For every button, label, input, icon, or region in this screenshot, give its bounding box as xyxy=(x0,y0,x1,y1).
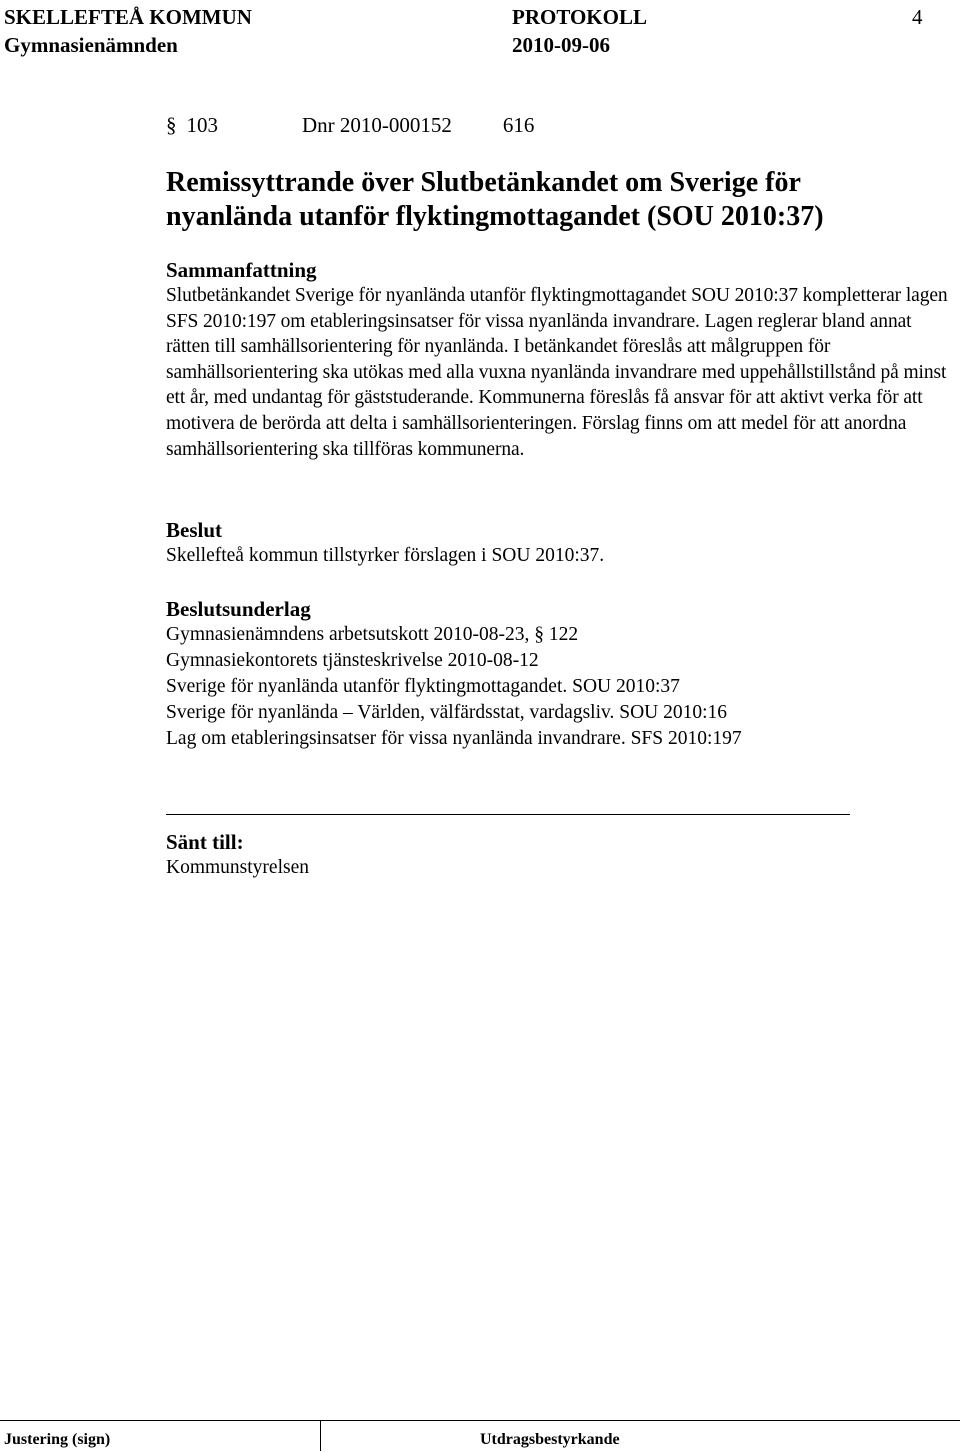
basis-item: Sverige för nyanlända utanför flyktingmottagandet. SOU 2010:37 xyxy=(166,676,680,697)
item-dnr: Dnr 2010-000152 xyxy=(302,113,452,137)
sent-to-section xyxy=(166,810,956,881)
sent-to-recipient: Kommunstyrelsen xyxy=(166,857,309,878)
decision-text: Skellefteå kommun tillstyrker förslagen i SOU 2010:37. xyxy=(166,545,605,566)
basis-item: Gymnasiekontorets tjänsteskrivelse 2010-08-12 xyxy=(166,650,539,671)
basis-section xyxy=(166,596,956,752)
item-reference-line xyxy=(166,112,534,138)
separator-line xyxy=(166,814,850,815)
item-code: 616 xyxy=(502,113,535,137)
item-number: 103 xyxy=(186,113,218,137)
header-date: 2010-09-06 xyxy=(512,33,610,57)
header-document-type: PROTOKOLL xyxy=(512,5,647,29)
basis-heading: Beslutsunderlag xyxy=(166,597,311,621)
basis-item: Gymnasienämndens arbetsutskott 2010-08-23, § 122 xyxy=(166,624,579,645)
header-organization: SKELLEFTEÅ KOMMUN xyxy=(4,5,252,29)
footer-divider xyxy=(320,1420,321,1451)
footer-extract-label: Utdragsbestyrkande xyxy=(480,1431,620,1448)
summary-text: Slutbetänkandet Sverige för nyanlända utanför flyktingmottagandet SOU 2010:37 kompletterar lagen SFS 2010:197 om etableringsinsatser för vissa nyanlända invandrare. Lagen reglerar bland annat rätten till samhällsorientering för nyanlända. I betänkandet föreslås att målgruppen för samhällsorientering ska utökas med alla vuxna nyanlända invandrare med uppehållstillstånd på minst ett år, med undantag för gäststuderande. Kommunerna föreslås få ansvar för att aktivt verka för att motivera de berörda att delta i samhällsorienteringen. Förslag finns om att medel för att anordna samhällsorientering ska tillföras kommunerna. xyxy=(166,285,948,460)
header-board: Gymnasienämnden xyxy=(4,33,178,57)
section-symbol: § xyxy=(166,113,177,137)
decision-section xyxy=(166,517,956,569)
summary-section xyxy=(166,257,956,462)
footer-signature-label: Justering (sign) xyxy=(4,1431,111,1448)
header-page-number: 4 xyxy=(912,5,923,29)
sent-to-heading: Sänt till: xyxy=(166,830,244,854)
basis-list xyxy=(166,622,956,752)
decision-heading: Beslut xyxy=(166,518,223,542)
summary-heading: Sammanfattning xyxy=(166,258,317,282)
basis-item: Lag om etableringsinsatser för vissa nyanlända invandrare. SFS 2010:197 xyxy=(166,728,742,749)
document-title: Remissyttrande över Slutbetänkandet om Sverige för nyanlända utanför flyktingmottagandet (SOU 2010:37) xyxy=(166,167,824,232)
basis-item: Sverige för nyanlända – Världen, välfärdsstat, vardagsliv. SOU 2010:16 xyxy=(166,702,728,723)
